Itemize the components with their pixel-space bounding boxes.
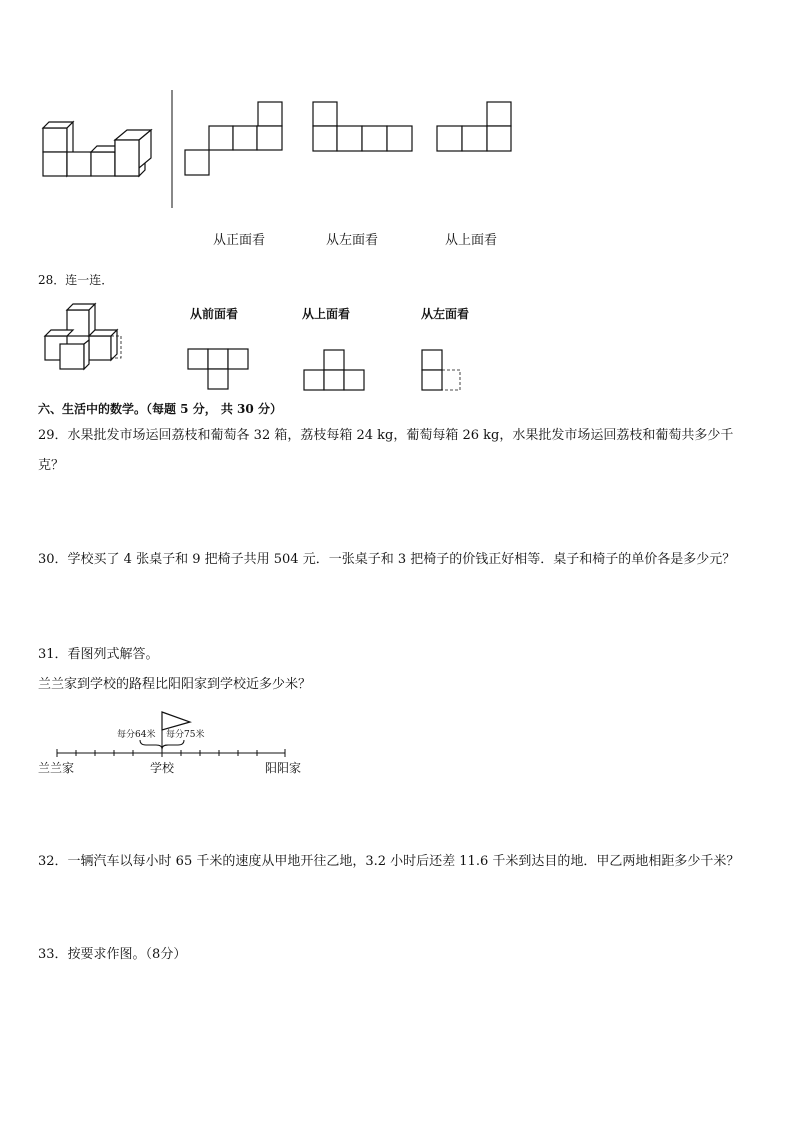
q28-label-front: 从前面看 xyxy=(190,307,239,321)
q31-right-speed: 每分75米 xyxy=(166,730,205,740)
q28-label-left: 从左面看 xyxy=(421,307,470,321)
view-label-top: 从上面看 xyxy=(445,233,498,248)
q31-left-speed: 每分64米 xyxy=(117,730,156,740)
q28-title: 28．连一连． xyxy=(38,273,114,287)
q31-place-middle: 学校 xyxy=(150,761,175,775)
q31-title: 31．看图列式解答。 xyxy=(38,647,159,662)
q29-line1: 29．水果批发市场运回荔枝和葡萄各 32 箱，荔枝每箱 24 kg，葡萄每箱 26 kg，水果批发市场运回荔枝和葡萄共多少千 xyxy=(38,428,734,443)
q31-question: 兰兰家到学校的路程比阳阳家到学校近多少米？ xyxy=(38,677,312,692)
q32-text: 32．一辆汽车以每小时 65 千米的速度从甲地开往乙地，3.2 小时后还差 11.6 千米到达目的地．甲乙两地相距多少千米？ xyxy=(38,854,740,869)
q30-text: 30．学校买了 4 张桌子和 9 把椅子共用 504 元．一张桌子和 3 把椅子的价钱正好相等．桌子和椅子的单价各是多少元？ xyxy=(38,552,736,567)
q28-label-top: 从上面看 xyxy=(302,307,351,321)
section6-heading: 六、生活中的数学。（每题 5 分， 共 30 分） xyxy=(38,402,282,416)
q29-line2: 克？ xyxy=(38,458,65,473)
view-label-left: 从左面看 xyxy=(326,233,379,248)
q33-text: 33．按要求作图。（8分） xyxy=(38,947,187,962)
view-label-front: 从正面看 xyxy=(213,233,266,248)
q31-place-right: 阳阳家 xyxy=(265,761,302,775)
q31-place-left: 兰兰家 xyxy=(38,761,75,775)
